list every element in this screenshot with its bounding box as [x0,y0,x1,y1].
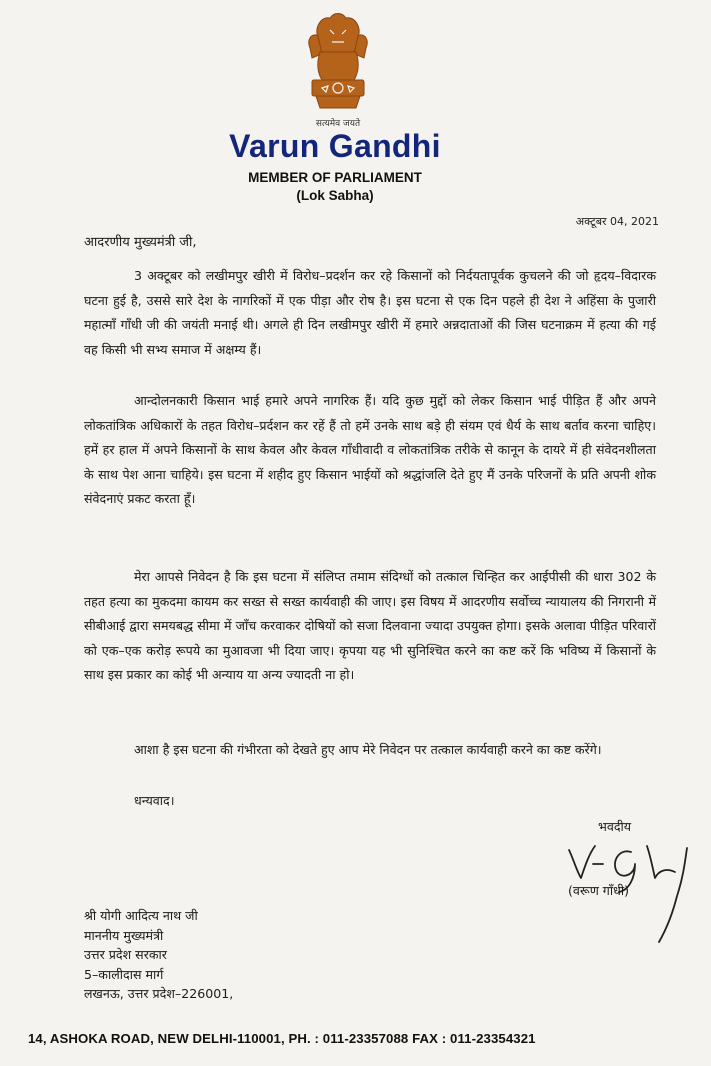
signer-name: (वरूण गाँधी) [568,883,630,898]
addressee-line-2: माननीय मुख्यमंत्री [84,927,164,943]
body-paragraph-2: आन्दोलनकारी किसान भाई हमारे अपने नागरिक हैं। यदि कुछ मुद्दों को लेकर किसान भाई पीड़ित हैं और अपने लोकतांत्रिक अधिकारों के तहत विरोध–प्रर्दशन कर रहें हैं तो हमें उनके साथ बड़े ही संयम एवं धैर्य के साथ बर्ताव करना चाहिए। हमें हर हाल में अपने किसानों के साथ केवल और केवल गाँधीवादी व लोकतांत्रिक तरीके से कानून के दायरे में ही संवेदनशीलता के साथ पेश आना चाहिये। इस घटना में शहीद हुए किसान भाईयों को श्रद्धांजलि देते हुए मैं उनके परिजनों के प्रति अपनी शोक संवेदनाएं प्रकट करता हूँ। [84,393,656,507]
closing-word: भवदीय [598,819,632,834]
addressee-line-4: 5–कालीदास मार्ग [84,966,164,982]
letterhead-name: Varun Gandhi [229,128,441,164]
addressee-block [84,906,233,1004]
body-paragraph-1: 3 अक्टूबर को लखीमपुर खीरी में विरोध–प्रदर्शन कर रहे किसानों को निर्दयतापूर्वक कुचलने की जो हृदय–विदारक घटना हुई है, उससे सारे देश के नागरिकों में एक पीड़ा और रोष है। इस घटना से एक दिन पहले ही देश ने अहिंसा के पुजारी महात्माँ गाँधी जी की जयंती मनाई थी। अगले ही दिन लखीमपुर खीरी में हमारे अन्नदाताओं की जिस घटनाक्रम में हत्या की गई वह किसी भी सभ्य समाज में अक्षम्य हैं। [84,268,656,357]
letter-date: अक्टूबर 04, 2021 [575,215,659,228]
body-paragraph-4: आशा है इस घटना की गंभीरता को देखते हुए आप मेरे निवेदन पर तत्काल कार्यवाही करने का कष्ट करेंगे। [134,742,602,757]
addressee-line-3: उत्तर प्रदेश सरकार [84,947,167,962]
ashoka-emblem-icon [296,8,380,116]
footer-address: 14, ASHOKA ROAD, NEW DELHI-110001, PH. : 011-23357088 FAX : 011-23354321 [28,1031,536,1046]
addressee-line-5: लखनऊ, उत्तर प्रदेश–226001, [84,986,234,1001]
thanks-line: धन्यवाद। [134,793,175,808]
addressee-line-1: श्री योगी आदित्य नाथ जी [84,908,198,923]
letterhead-designation: MEMBER OF PARLIAMENT [248,170,422,185]
salutation: आदरणीय मुख्यमंत्री जी, [84,235,197,250]
letterhead-house: (Lok Sabha) [296,188,374,203]
body-paragraph-3: मेरा आपसे निवेदन है कि इस घटना में संलिप्त तमाम संदिग्धों को तत्काल चिन्हित कर आईपीसी की धारा 302 के तहत हत्या का मुकदमा कायम कर सख्त से सख्त कार्यवाही की जाए। इस विषय में आदरणीय सर्वोच्च न्यायालय की निगरानी में सीबीआई द्वारा समयबद्ध सीमा में जाँच करवाकर दोषियों को सजा दिलवाना ज्यादा उपयुक्त होगा। इसके अलावा पीड़ित परिवारों को एक–एक करोड़ रूपये का मुआवजा भी दिया जाए। कृपया यह भी सुनिश्चित करने का कष्ट करें कि भविष्य में किसानों के साथ इस प्रकार का कोई भी अन्याय या अन्य ज्यादती ना हो। [84,569,656,683]
emblem-motto: सत्यमेव जयते [315,119,361,129]
